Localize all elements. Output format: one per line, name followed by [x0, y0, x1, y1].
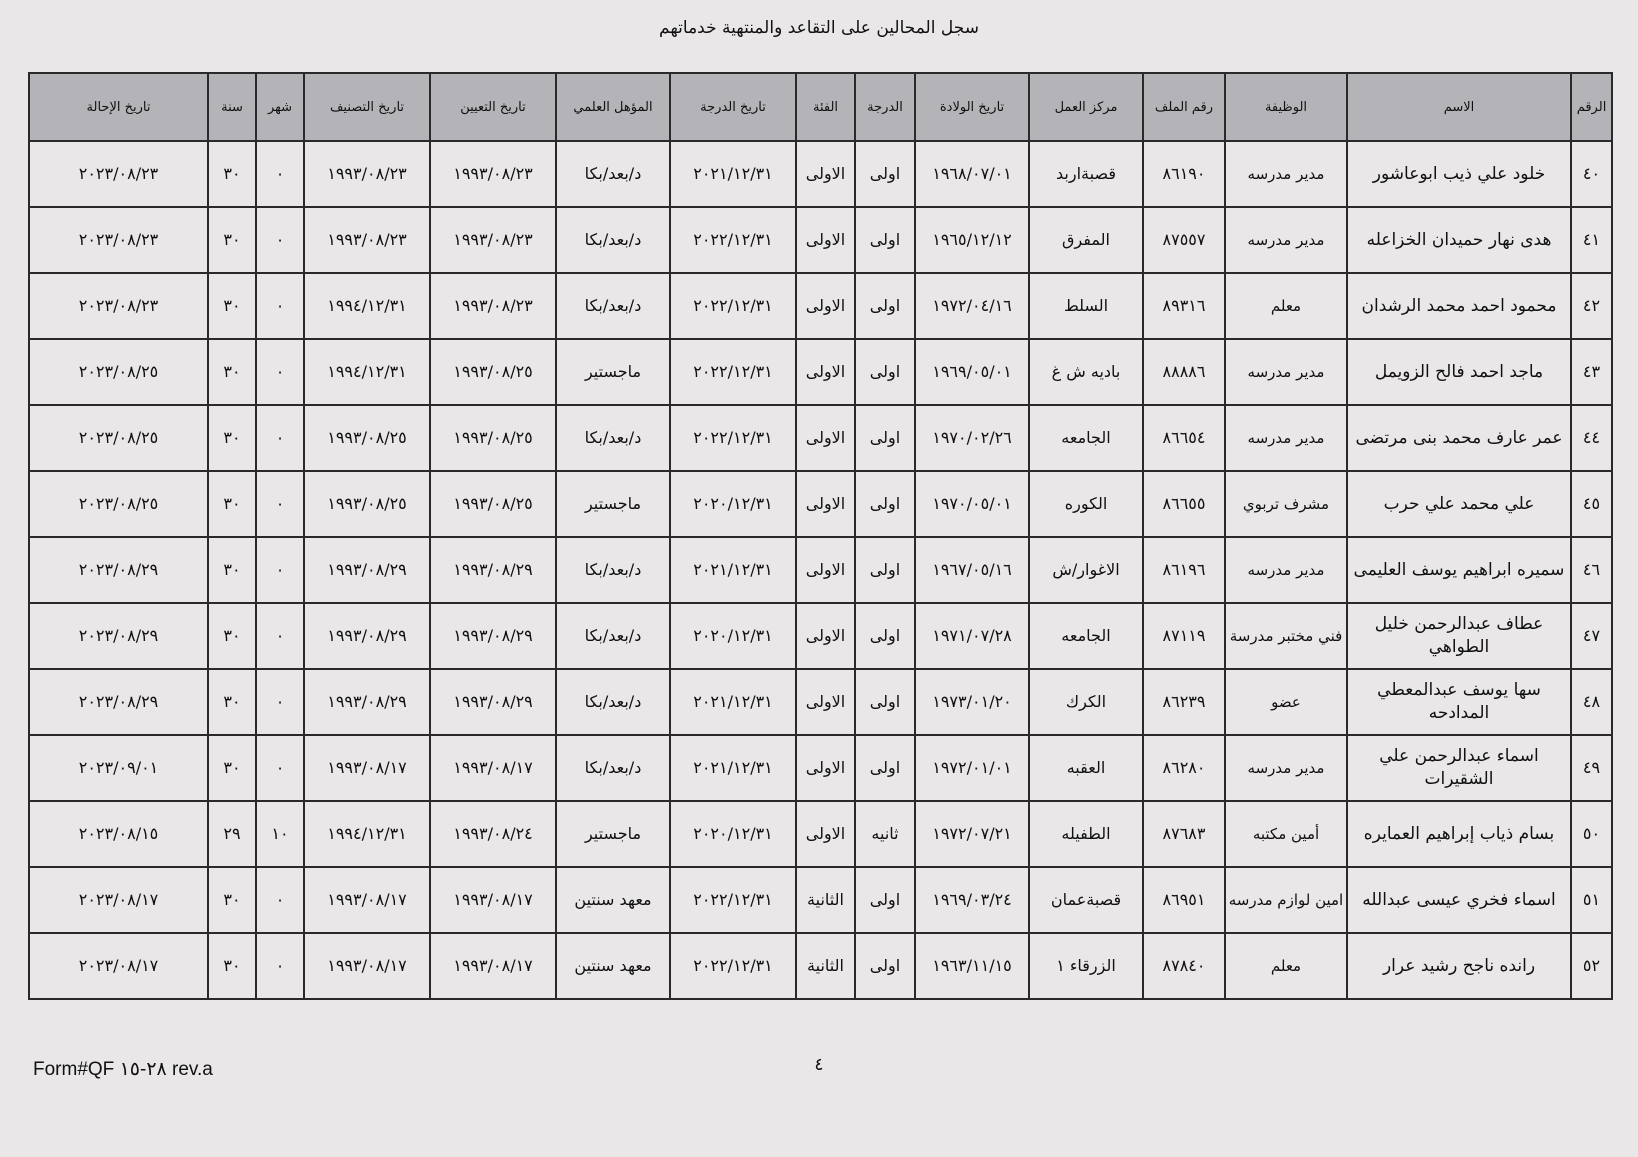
- cell-class-date: ١٩٩٤/١٢/٣١: [304, 339, 430, 405]
- header-month: شهر: [256, 73, 304, 141]
- cell-category: الثانية: [796, 933, 855, 999]
- cell-appoint-date: ١٩٩٣/٠٨/١٧: [430, 933, 556, 999]
- cell-name: هدى نهار حميدان الخزاعله: [1347, 207, 1571, 273]
- cell-degree-date: ٢٠٢٢/١٢/٣١: [670, 273, 796, 339]
- cell-center: الجامعه: [1029, 405, 1143, 471]
- cell-name: عمر عارف محمد بنى مرتضى: [1347, 405, 1571, 471]
- cell-file: ٨٨٨٨٦: [1143, 339, 1225, 405]
- cell-qualification: د/بعد/بكا: [556, 603, 670, 669]
- cell-class-date: ١٩٩٣/٠٨/٢٥: [304, 405, 430, 471]
- cell-job: فني مختبر مدرسة: [1225, 603, 1347, 669]
- cell-birth: ١٩٧٠/٠٥/٠١: [915, 471, 1029, 537]
- cell-appoint-date: ١٩٩٣/٠٨/١٧: [430, 867, 556, 933]
- cell-name: ماجد احمد فالح الزويمل: [1347, 339, 1571, 405]
- cell-file: ٨٦٢٨٠: [1143, 735, 1225, 801]
- cell-degree: اولى: [855, 273, 915, 339]
- cell-retire-date: ٢٠٢٣/٠٨/١٥: [29, 801, 208, 867]
- cell-class-date: ١٩٩٣/٠٨/١٧: [304, 735, 430, 801]
- cell-degree: اولى: [855, 405, 915, 471]
- table-body: [29, 141, 1612, 999]
- cell-num: ٥٠: [1571, 801, 1612, 867]
- cell-degree-date: ٢٠٢٢/١٢/٣١: [670, 933, 796, 999]
- cell-degree-date: ٢٠٢٢/١٢/٣١: [670, 339, 796, 405]
- cell-appoint-date: ١٩٩٣/٠٨/٢٥: [430, 405, 556, 471]
- cell-num: ٥١: [1571, 867, 1612, 933]
- header-num: الرقم: [1571, 73, 1612, 141]
- cell-retire-date: ٢٠٢٣/٠٨/٢٩: [29, 603, 208, 669]
- table-row: [29, 735, 1612, 801]
- cell-category: الاولى: [796, 669, 855, 735]
- cell-name: سها يوسف عبدالمعطي المدادحه: [1347, 669, 1571, 735]
- cell-job: معلم: [1225, 933, 1347, 999]
- cell-degree: اولى: [855, 339, 915, 405]
- cell-degree-date: ٢٠٢٠/١٢/٣١: [670, 471, 796, 537]
- cell-class-date: ١٩٩٣/٠٨/١٧: [304, 867, 430, 933]
- cell-degree: اولى: [855, 207, 915, 273]
- cell-class-date: ١٩٩٣/٠٨/٢٩: [304, 603, 430, 669]
- table-row: [29, 339, 1612, 405]
- header-degree-date: تاريخ الدرجة: [670, 73, 796, 141]
- cell-retire-date: ٢٠٢٣/٠٩/٠١: [29, 735, 208, 801]
- cell-file: ٨٦٩٥١: [1143, 867, 1225, 933]
- cell-category: الاولى: [796, 801, 855, 867]
- cell-class-date: ١٩٩٣/٠٨/٢٩: [304, 537, 430, 603]
- cell-file: ٨٦٦٥٥: [1143, 471, 1225, 537]
- header-class-date: تاريخ التصنيف: [304, 73, 430, 141]
- header-degree: الدرجة: [855, 73, 915, 141]
- cell-degree-date: ٢٠٢٠/١٢/٣١: [670, 801, 796, 867]
- cell-name: بسام ذياب إبراهيم العمايره: [1347, 801, 1571, 867]
- cell-qualification: ماجستير: [556, 339, 670, 405]
- cell-retire-date: ٢٠٢٣/٠٨/٢٩: [29, 669, 208, 735]
- cell-appoint-date: ١٩٩٣/٠٨/٢٥: [430, 471, 556, 537]
- cell-name: سميره ابراهيم يوسف العليمى: [1347, 537, 1571, 603]
- cell-degree-date: ٢٠٢٢/١٢/٣١: [670, 867, 796, 933]
- cell-degree: اولى: [855, 669, 915, 735]
- cell-birth: ١٩٧٢/٠٧/٢١: [915, 801, 1029, 867]
- cell-degree: اولى: [855, 933, 915, 999]
- cell-year: ٣٠: [208, 669, 256, 735]
- cell-file: ٨٩٣١٦: [1143, 273, 1225, 339]
- cell-appoint-date: ١٩٩٣/٠٨/١٧: [430, 735, 556, 801]
- cell-year: ٣٠: [208, 933, 256, 999]
- header-birth: تاريخ الولادة: [915, 73, 1029, 141]
- cell-center: الطفيله: [1029, 801, 1143, 867]
- cell-job: مدير مدرسه: [1225, 405, 1347, 471]
- cell-category: الاولى: [796, 537, 855, 603]
- cell-birth: ١٩٦٨/٠٧/٠١: [915, 141, 1029, 207]
- cell-degree-date: ٢٠٢١/١٢/٣١: [670, 537, 796, 603]
- cell-month: ٠: [256, 603, 304, 669]
- cell-file: ٨٧٥٥٧: [1143, 207, 1225, 273]
- cell-month: ١٠: [256, 801, 304, 867]
- cell-month: ٠: [256, 207, 304, 273]
- cell-class-date: ١٩٩٤/١٢/٣١: [304, 273, 430, 339]
- cell-appoint-date: ١٩٩٣/٠٨/٢٣: [430, 141, 556, 207]
- cell-year: ٣٠: [208, 405, 256, 471]
- cell-job: مشرف تربوي: [1225, 471, 1347, 537]
- cell-month: ٠: [256, 537, 304, 603]
- cell-year: ٣٠: [208, 603, 256, 669]
- cell-degree: ثانيه: [855, 801, 915, 867]
- cell-qualification: ماجستير: [556, 801, 670, 867]
- cell-qualification: د/بعد/بكا: [556, 735, 670, 801]
- cell-month: ٠: [256, 405, 304, 471]
- cell-retire-date: ٢٠٢٣/٠٨/٢٣: [29, 273, 208, 339]
- header-file: رقم الملف: [1143, 73, 1225, 141]
- cell-file: ٨٦٢٣٩: [1143, 669, 1225, 735]
- cell-num: ٤٢: [1571, 273, 1612, 339]
- cell-name: عطاف عبدالرحمن خليل الطواهي: [1347, 603, 1571, 669]
- header-category: الفئة: [796, 73, 855, 141]
- cell-year: ٣٠: [208, 141, 256, 207]
- cell-name: خلود علي ذيب ابوعاشور: [1347, 141, 1571, 207]
- cell-file: ٨٧١١٩: [1143, 603, 1225, 669]
- cell-class-date: ١٩٩٣/٠٨/٢٩: [304, 669, 430, 735]
- cell-center: قصبةاربد: [1029, 141, 1143, 207]
- cell-birth: ١٩٧٢/٠٤/١٦: [915, 273, 1029, 339]
- cell-num: ٤٤: [1571, 405, 1612, 471]
- cell-month: ٠: [256, 273, 304, 339]
- retirees-table: [28, 72, 1613, 1000]
- cell-job: مدير مدرسه: [1225, 339, 1347, 405]
- cell-file: ٨٦١٩٠: [1143, 141, 1225, 207]
- cell-center: العقبه: [1029, 735, 1143, 801]
- cell-num: ٤١: [1571, 207, 1612, 273]
- cell-retire-date: ٢٠٢٣/٠٨/٢٥: [29, 471, 208, 537]
- cell-qualification: معهد سنتين: [556, 933, 670, 999]
- cell-center: قصبةعمان: [1029, 867, 1143, 933]
- header-job: الوظيفة: [1225, 73, 1347, 141]
- cell-year: ٣٠: [208, 339, 256, 405]
- cell-num: ٤٣: [1571, 339, 1612, 405]
- cell-category: الاولى: [796, 273, 855, 339]
- cell-month: ٠: [256, 339, 304, 405]
- page-title: سجل المحالين على التقاعد والمنتهية خدماتهم: [659, 18, 979, 38]
- cell-qualification: د/بعد/بكا: [556, 405, 670, 471]
- cell-category: الاولى: [796, 405, 855, 471]
- table-row: [29, 141, 1612, 207]
- cell-qualification: د/بعد/بكا: [556, 273, 670, 339]
- cell-degree-date: ٢٠٢٢/١٢/٣١: [670, 405, 796, 471]
- cell-job: امين لوازم مدرسه: [1225, 867, 1347, 933]
- cell-class-date: ١٩٩٤/١٢/٣١: [304, 801, 430, 867]
- table-row: [29, 603, 1612, 669]
- cell-appoint-date: ١٩٩٣/٠٨/٢٣: [430, 207, 556, 273]
- cell-qualification: د/بعد/بكا: [556, 207, 670, 273]
- cell-year: ٣٠: [208, 867, 256, 933]
- cell-birth: ١٩٦٧/٠٥/١٦: [915, 537, 1029, 603]
- cell-num: ٤٩: [1571, 735, 1612, 801]
- cell-num: ٤٧: [1571, 603, 1612, 669]
- cell-category: الاولى: [796, 339, 855, 405]
- cell-year: ٣٠: [208, 735, 256, 801]
- cell-degree: اولى: [855, 867, 915, 933]
- cell-birth: ١٩٧٠/٠٢/٢٦: [915, 405, 1029, 471]
- table-row: [29, 867, 1612, 933]
- table-row: [29, 405, 1612, 471]
- cell-num: ٤٨: [1571, 669, 1612, 735]
- cell-appoint-date: ١٩٩٣/٠٨/٢٩: [430, 669, 556, 735]
- cell-qualification: د/بعد/بكا: [556, 669, 670, 735]
- cell-year: ٣٠: [208, 471, 256, 537]
- cell-appoint-date: ١٩٩٣/٠٨/٢٤: [430, 801, 556, 867]
- cell-degree: اولى: [855, 735, 915, 801]
- cell-degree-date: ٢٠٢١/١٢/٣١: [670, 141, 796, 207]
- cell-category: الاولى: [796, 735, 855, 801]
- cell-center: الجامعه: [1029, 603, 1143, 669]
- cell-name: رانده ناجح رشيد عرار: [1347, 933, 1571, 999]
- cell-name: اسماء فخري عيسى عبدالله: [1347, 867, 1571, 933]
- table-row: [29, 273, 1612, 339]
- cell-category: الاولى: [796, 603, 855, 669]
- cell-retire-date: ٢٠٢٣/٠٨/١٧: [29, 933, 208, 999]
- cell-job: أمين مكتبه: [1225, 801, 1347, 867]
- cell-degree: اولى: [855, 603, 915, 669]
- cell-num: ٥٢: [1571, 933, 1612, 999]
- cell-category: الاولى: [796, 471, 855, 537]
- table-header-row: [29, 73, 1612, 141]
- cell-degree: اولى: [855, 141, 915, 207]
- header-appoint-date: تاريخ التعيين: [430, 73, 556, 141]
- cell-month: ٠: [256, 141, 304, 207]
- cell-class-date: ١٩٩٣/٠٨/١٧: [304, 933, 430, 999]
- page-number: ٤: [814, 1055, 824, 1075]
- cell-category: الاولى: [796, 141, 855, 207]
- header-retire-date: تاريخ الإحالة: [29, 73, 208, 141]
- cell-center: باديه ش غ: [1029, 339, 1143, 405]
- cell-class-date: ١٩٩٣/٠٨/٢٣: [304, 207, 430, 273]
- cell-birth: ١٩٦٥/١٢/١٢: [915, 207, 1029, 273]
- table-row: [29, 801, 1612, 867]
- cell-center: الكرك: [1029, 669, 1143, 735]
- cell-num: ٤٥: [1571, 471, 1612, 537]
- cell-appoint-date: ١٩٩٣/٠٨/٢٩: [430, 603, 556, 669]
- cell-month: ٠: [256, 735, 304, 801]
- cell-file: ٨٦١٩٦: [1143, 537, 1225, 603]
- cell-retire-date: ٢٠٢٣/٠٨/٢٣: [29, 141, 208, 207]
- cell-degree-date: ٢٠٢٠/١٢/٣١: [670, 603, 796, 669]
- cell-month: ٠: [256, 933, 304, 999]
- cell-retire-date: ٢٠٢٣/٠٨/٢٥: [29, 405, 208, 471]
- cell-file: ٨٦٦٥٤: [1143, 405, 1225, 471]
- cell-retire-date: ٢٠٢٣/٠٨/٢٩: [29, 537, 208, 603]
- cell-degree-date: ٢٠٢٢/١٢/٣١: [670, 207, 796, 273]
- cell-qualification: معهد سنتين: [556, 867, 670, 933]
- cell-class-date: ١٩٩٣/٠٨/٢٥: [304, 471, 430, 537]
- cell-job: معلم: [1225, 273, 1347, 339]
- cell-year: ٣٠: [208, 207, 256, 273]
- cell-name: محمود احمد محمد الرشدان: [1347, 273, 1571, 339]
- cell-num: ٤٦: [1571, 537, 1612, 603]
- cell-retire-date: ٢٠٢٣/٠٨/٢٣: [29, 207, 208, 273]
- cell-degree: اولى: [855, 537, 915, 603]
- table-row: [29, 471, 1612, 537]
- table-row: [29, 669, 1612, 735]
- table-row: [29, 933, 1612, 999]
- cell-retire-date: ٢٠٢٣/٠٨/٢٥: [29, 339, 208, 405]
- cell-appoint-date: ١٩٩٣/٠٨/٢٩: [430, 537, 556, 603]
- cell-category: الاولى: [796, 207, 855, 273]
- cell-job: مدير مدرسه: [1225, 207, 1347, 273]
- cell-degree: اولى: [855, 471, 915, 537]
- cell-name: علي محمد علي حرب: [1347, 471, 1571, 537]
- cell-month: ٠: [256, 471, 304, 537]
- cell-degree-date: ٢٠٢١/١٢/٣١: [670, 735, 796, 801]
- cell-center: السلط: [1029, 273, 1143, 339]
- cell-birth: ١٩٦٩/٠٣/٢٤: [915, 867, 1029, 933]
- cell-birth: ١٩٧٣/٠١/٢٠: [915, 669, 1029, 735]
- cell-job: عضو: [1225, 669, 1347, 735]
- cell-job: مدير مدرسه: [1225, 141, 1347, 207]
- cell-num: ٤٠: [1571, 141, 1612, 207]
- cell-qualification: د/بعد/بكا: [556, 537, 670, 603]
- cell-file: ٨٧٨٤٠: [1143, 933, 1225, 999]
- cell-birth: ١٩٧١/٠٧/٢٨: [915, 603, 1029, 669]
- header-year: سنة: [208, 73, 256, 141]
- header-center: مركز العمل: [1029, 73, 1143, 141]
- cell-name: اسماء عبدالرحمن علي الشقيرات: [1347, 735, 1571, 801]
- cell-month: ٠: [256, 867, 304, 933]
- form-code: Form#QF ٢٨-١٥ rev.a: [33, 1059, 213, 1080]
- header-qualification: المؤهل العلمي: [556, 73, 670, 141]
- cell-file: ٨٧٦٨٣: [1143, 801, 1225, 867]
- cell-year: ٢٩: [208, 801, 256, 867]
- cell-qualification: د/بعد/بكا: [556, 141, 670, 207]
- cell-degree-date: ٢٠٢١/١٢/٣١: [670, 669, 796, 735]
- cell-center: الاغوار/ش: [1029, 537, 1143, 603]
- cell-birth: ١٩٦٩/٠٥/٠١: [915, 339, 1029, 405]
- cell-appoint-date: ١٩٩٣/٠٨/٢٥: [430, 339, 556, 405]
- table-row: [29, 207, 1612, 273]
- cell-center: المفرق: [1029, 207, 1143, 273]
- table-row: [29, 537, 1612, 603]
- cell-class-date: ١٩٩٣/٠٨/٢٣: [304, 141, 430, 207]
- cell-birth: ١٩٦٣/١١/١٥: [915, 933, 1029, 999]
- cell-month: ٠: [256, 669, 304, 735]
- cell-qualification: ماجستير: [556, 471, 670, 537]
- cell-center: الكوره: [1029, 471, 1143, 537]
- cell-year: ٣٠: [208, 537, 256, 603]
- cell-category: الثانية: [796, 867, 855, 933]
- header-name: الاسم: [1347, 73, 1571, 141]
- cell-job: مدير مدرسه: [1225, 735, 1347, 801]
- cell-center: الزرقاء ١: [1029, 933, 1143, 999]
- cell-year: ٣٠: [208, 273, 256, 339]
- cell-birth: ١٩٧٢/٠١/٠١: [915, 735, 1029, 801]
- cell-appoint-date: ١٩٩٣/٠٨/٢٣: [430, 273, 556, 339]
- cell-retire-date: ٢٠٢٣/٠٨/١٧: [29, 867, 208, 933]
- cell-job: مدير مدرسه: [1225, 537, 1347, 603]
